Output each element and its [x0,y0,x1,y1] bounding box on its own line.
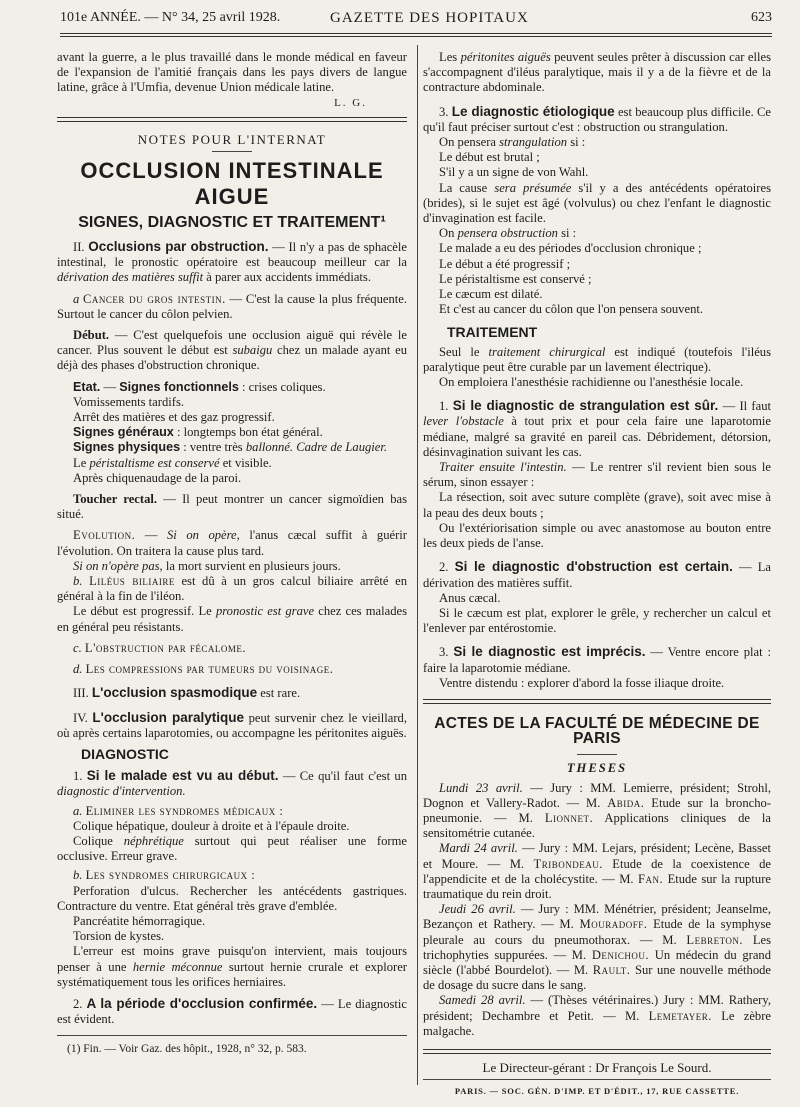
article-subtitle: SIGNES, DIAGNOSTIC ET TRAITEMENT¹ [78,214,386,232]
ileus-pronostic-line: Le début est progressif. Le pronostic est grave chez ces malades en général peu résistants. [57,604,408,634]
intro-paragraph: avant la guerre, a le plus travaillé dans le monde médical en faveur de l'expansion de l'amitié français dans les pays divers de langue latine, grâce à l'Umfia, devenue Union médicale latine. [57,50,407,95]
erreur-paragraph: L'erreur est moins grave puisqu'on intervient, mais toujours penser à une hernie méconnue surtout hernie crurale et explorer systématiquement tous les orifices herniaires. [57,944,407,989]
signature: L. G. [334,96,367,109]
resection-line: La résection, soit avec suture complète (grave), soit avec mise à la peau des deux bouts ; [423,490,771,520]
brutal-line: Le début est brutal ; [439,150,540,165]
cancer-paragraph: a Cancer du gros intestin. — C'est la cause la plus fréquente. Surtout le cancer du côlon pelvien. [57,291,407,321]
anesthesie-line: On emploiera l'anesthésie rachidienne ou l'anesthésie locale. [439,375,744,390]
diag-2: 2. A la période d'occlusion confirmée. — Le diagnostic est évident. [57,995,407,1027]
fecalome-line: c. L'obstruction par fécalome. [73,640,247,655]
imprint-line: PARIS. — SOC. GÉN. D'IMP. ET D'ÉDIT., 17, RUE CASSETTE. [454,1086,740,1097]
cancer-colon-line: Et c'est au cancer du côlon que l'on pensera souvent. [439,302,704,317]
ventre-distendu-line: Ventre distendu : explorer d'abord la fosse iliaque droite. [439,675,725,690]
page-number: 623 [751,10,772,25]
strangulation-line: On pensera strangulation si : [439,135,586,150]
pancreatite-line: Pancréatite hémorragique. [73,913,206,928]
toucher-paragraph: Toucher rectal. — Il peut montrer un cancer sigmoïdien bas situé. [57,492,407,522]
syndromes-chirurgicaux-line: b. Les syndromes chirurgicaux : [73,868,256,883]
cause-paragraph: La cause sera présumée s'il y a des antécédents opératoires (brides), si le sujet est âgé (volvulus) ou chez l'enfant le diagnostic d'invagination est facile. [423,180,771,226]
wahl-line: S'il y a un signe de von Wahl. [439,165,589,180]
cancer-heading: Cancer du gros intestin. [83,291,226,306]
samedi-entry: Samedi 28 avril. — (Thèses vétérinaires.) Jury : MM. Rathery, président; Dechambre et Petit. — M. Lemetayer. Le zèbre malgache. [423,993,771,1038]
arret-line: Arrêt des matières et des gaz progressif. [73,410,275,425]
traitement-heading: TRAITEMENT [447,324,538,341]
peristaltisme-line: Le péristaltisme est conservé ; [439,271,592,286]
column-divider [417,45,418,1085]
colique-hepatique-line: Colique hépatique, douleur à droite et à l'épaule droite. [73,818,350,833]
signes-generaux-line: Signes généraux : longtemps bon état général. [73,425,323,440]
footnote-rule [57,1035,407,1036]
section-3: III. L'occlusion spasmodique est rare. [73,685,301,701]
short-rule [212,151,252,152]
signes-physiques-line: Signes physiques : ventre très ballonné. Cadre de Laugier. [73,440,388,455]
peristaltisme-line: Le péristaltisme est conservé et visible. [73,455,272,470]
director-line: Le Directeur-gérant : Dr François Le Sourd. [482,1059,712,1075]
ileus-biliaire-paragraph: b. Liléus biliaire est dû à un gros calcul biliaire arrêté en général à la fin de l'iléon. [57,574,407,604]
colique-nephretique-line: Colique néphrétique surtout qui peut réaliser une forme occlusive. Erreur grave. [57,833,407,864]
caecum-plat-line: Si le cæcum est plat, explorer le grêle, y rechercher un calcul et l'enlever par entérostomie. [423,605,771,636]
notes-title: NOTES POUR L'INTERNAT [137,131,327,147]
diag-1: 1. Si le malade est vu au début. — Ce qu'il faut c'est un diagnostic d'intervention. [57,768,407,799]
peritonites-paragraph: Les péritonites aiguës peuvent seules prêter à discussion car elles s'accompagnent d'iléus paralytique, mais il y a de la fièvre et de la contracture abdominale. [423,50,771,95]
mardi-entry: Mardi 24 avril. — Jury : MM. Lejars, président; Lecène, Basset et Moure. — M. Tribondeau. Etude de la coexistence de l'appendicite et de la cholécystite. — M. Fan. Etude sur la rupture traumatique du rein droit. [423,841,772,901]
non-operation-line: Si on n'opère pas, la mort survient en plusieurs jours. [73,558,341,573]
eliminer-line: a. Eliminer les syndromes médicaux : [73,803,284,818]
obstruction-line: On pensera obstruction si : [439,226,577,241]
treatment-3: 3. Si le diagnostic est imprécis. — Ventre encore plat : faire la laparotomie médiane. [423,644,771,675]
caecum-line: Le cæcum est dilaté. [439,287,543,302]
etat-line: Etat. — Signes fonctionnels : crises coliques. [73,379,326,394]
torsion-line: Torsion de kystes. [73,929,165,944]
header-rule-2 [60,36,772,37]
footnote: (1) Fin. — Voir Gaz. des hôpit., 1928, n° 32, p. 583. [67,1043,307,1056]
traitement-paragraph: Seul le traitement chirurgical est indiqué (toutefois l'iléus paralytique peut être curable par un lavement électrique). [423,344,771,374]
article-title: OCCLUSION INTESTINALE AIGUE [80,158,384,210]
theses-title: THESES [566,761,628,776]
director-rule [423,1049,771,1054]
diagnostic-heading: DIAGNOSTIC [81,745,169,762]
debut-paragraph: Début. — C'est quelquefois une occlusion aiguë qui révèle le cancer. Plus souvent le début est subaigu chez un malade ayant eu déjà des phases d'obstruction chronique. [57,328,407,373]
diag-3: 3. Le diagnostic étiologique est beaucoup plus difficile. Ce qu'il faut préciser surtout c'est : obstruction ou strangulation. [423,103,771,134]
section-rule [57,117,407,122]
page-header [60,10,772,30]
right-column [423,50,771,1099]
jeudi-entry: Jeudi 26 avril. — Jury : MM. Ménétrier, président; Jeanselme, Bezançon et Rathery. — M. Mouradoff. Etude de la symphyse pleurale au cours du pneumothorax. — M. Lebreton. Les trichophyties suppurées. — M. Denichou. Un médecin du grand siècle (l'abbé Bourdelot). — M. Rault. Sur une nouvelle méthode de dosage du sucre dans le sang. [423,902,772,993]
compressions-line: d. Les compressions par tumeurs du voisinage. [73,662,334,677]
anus-line: Anus cæcal. [439,590,501,605]
lundi-entry: Lundi 23 avril. — Jury : MM. Lemierre, président; Strohl, Dognon et Vallery-Radot. — M. Abida. Etude sur la broncho-pneumonie. — M. Lionnet. Applications cliniques de la sensitométrie cutanée. [423,780,772,841]
journal-title: GAZETTE DES HOPITAUX [330,10,529,26]
progressif-line: Le début a été progressif ; [439,256,571,271]
section-4: IV. L'occlusion paralytique peut survenir chez le vieillard, où après certains laparotomies, ou accompagne les péritonites aiguës. [57,709,408,740]
chronique-line: Le malade a eu des périodes d'occlusion chronique ; [439,241,702,256]
imprint-rule [423,1079,771,1080]
issue-info: 101e ANNÉE. — N° 34, 25 avril 1928. [60,10,281,25]
evolution-paragraph: Evolution. — Si on opère, l'anus cæcal suffit à guérir l'évolution. On traitera la cause plus tard. [57,528,407,558]
exteriorisation-line: Ou l'extériorisation simple ou avec anastomose au bouton entre les deux pieds de l'anse. [423,520,771,551]
vomissements-line: Vomissements tardifs. [73,394,185,409]
left-column [57,50,407,1058]
header-rule [60,33,772,34]
section-2: II. Occlusions par obstruction. — Il n'y a pas de sphacèle intestinal, le pronostic opératoire est beaucoup meilleur car la dérivation des matières suffit à parer aux accidents immédiats. [57,239,407,285]
treatment-1: 1. Si le diagnostic de strangulation est sûr. — Il faut lever l'obstacle à tout prix et pour cela faire une laparotomie médiane, malgré sa gravité en pareil cas. Débridement, détorsion, désinvagination suivant les cas. [423,398,772,459]
section-rule [423,699,771,704]
short-rule [577,754,617,755]
chiquenaudage-line: Après chiquenaudage de la paroi. [73,470,242,485]
faculty-title: ACTES DE LA FACULTÉ DE MÉDECINE DE PARIS [434,714,760,748]
perforation-line: Perforation d'ulcus. Rechercher les antécédents gastriques. Contracture du ventre. Etat général très grave d'emblée. [57,883,407,913]
section-2-heading: Occlusions par obstruction. [88,239,269,255]
treatment-2: 2. Si le diagnostic d'obstruction est certain. — La dérivation des matières suffit. [423,559,771,590]
traiter-intestin-line: Traiter ensuite l'intestin. — Le rentrer s'il revient bien sous le sérum, sinon essayer : [423,460,772,490]
